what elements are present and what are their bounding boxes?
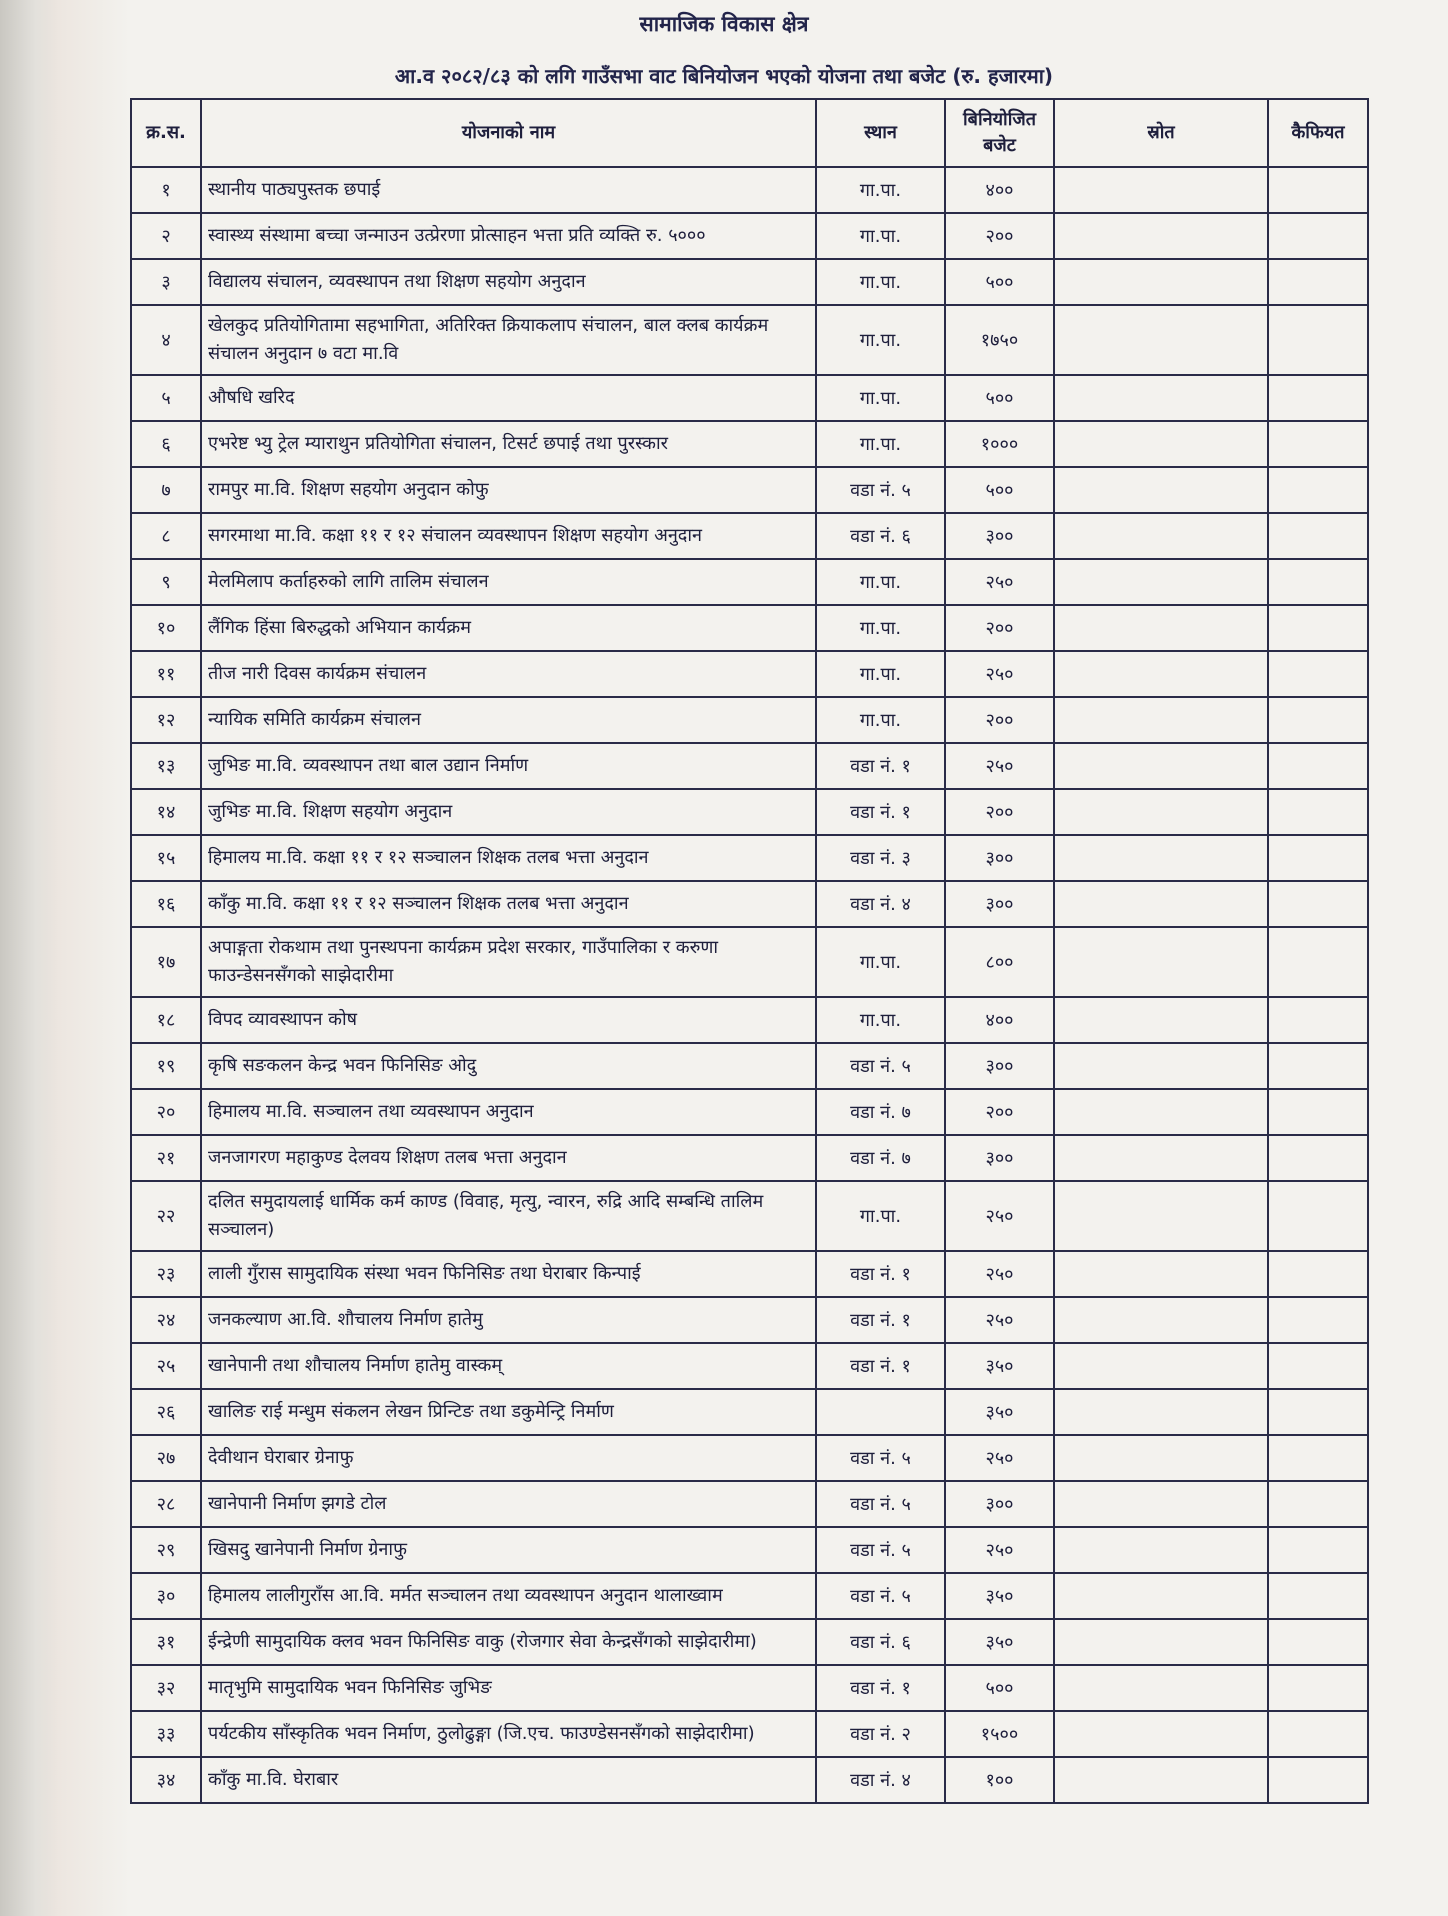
cell-serial-number: १४ <box>131 789 201 835</box>
table-row <box>131 1251 1368 1297</box>
cell-project-name: देवीथान घेराबार ग्रेनाफु <box>201 1435 816 1481</box>
cell-allocated-budget: ४०० <box>945 167 1054 213</box>
table-row <box>131 1043 1368 1089</box>
cell-source <box>1054 375 1268 421</box>
cell-project-name: एभरेष्ट भ्यु ट्रेल म्याराथुन प्रतियोगिता संचालन, टिसर्ट छपाई तथा पुरस्कार <box>201 421 816 467</box>
table-row <box>131 1757 1368 1803</box>
table-header-row <box>131 99 1368 167</box>
cell-source <box>1054 1181 1268 1251</box>
cell-project-name: जुभिङ मा.वि. व्यवस्थापन तथा बाल उद्यान निर्माण <box>201 743 816 789</box>
cell-allocated-budget: २५० <box>945 1435 1054 1481</box>
cell-project-name: हिमालय मा.वि. कक्षा ११ र १२ सञ्चालन शिक्षक तलब भत्ता अनुदान <box>201 835 816 881</box>
cell-project-name: मेलमिलाप कर्ताहरुको लागि तालिम संचालन <box>201 559 816 605</box>
cell-remarks <box>1268 559 1368 605</box>
cell-location: गा.पा. <box>816 927 945 997</box>
table-row <box>131 1389 1368 1435</box>
cell-location: गा.पा. <box>816 421 945 467</box>
cell-serial-number: ११ <box>131 651 201 697</box>
cell-allocated-budget: २०० <box>945 1089 1054 1135</box>
table-row <box>131 1527 1368 1573</box>
cell-remarks <box>1268 789 1368 835</box>
cell-project-name: खानेपानी तथा शौचालय निर्माण हातेमु वास्कम् <box>201 1343 816 1389</box>
cell-source <box>1054 1757 1268 1803</box>
cell-project-name: खानेपानी निर्माण झगडे टोल <box>201 1481 816 1527</box>
cell-serial-number: ३३ <box>131 1711 201 1757</box>
cell-allocated-budget: ३०० <box>945 513 1054 559</box>
cell-serial-number: ४ <box>131 305 201 375</box>
cell-serial-number: १५ <box>131 835 201 881</box>
cell-location: वडा नं. १ <box>816 789 945 835</box>
cell-location: गा.पा. <box>816 697 945 743</box>
cell-allocated-budget: ५०० <box>945 467 1054 513</box>
cell-source <box>1054 559 1268 605</box>
cell-serial-number: २८ <box>131 1481 201 1527</box>
cell-location: वडा नं. ५ <box>816 1043 945 1089</box>
cell-source <box>1054 421 1268 467</box>
cell-allocated-budget: ३०० <box>945 1043 1054 1089</box>
cell-allocated-budget: २५० <box>945 559 1054 605</box>
cell-serial-number: ३ <box>131 259 201 305</box>
cell-source <box>1054 1481 1268 1527</box>
table-row <box>131 559 1368 605</box>
cell-allocated-budget: ५०० <box>945 375 1054 421</box>
cell-remarks <box>1268 1043 1368 1089</box>
cell-source <box>1054 927 1268 997</box>
cell-source <box>1054 1527 1268 1573</box>
cell-remarks <box>1268 1251 1368 1297</box>
cell-project-name: लैंगिक हिंसा बिरुद्धको अभियान कार्यक्रम <box>201 605 816 651</box>
table-row <box>131 651 1368 697</box>
cell-allocated-budget: ४०० <box>945 997 1054 1043</box>
cell-source <box>1054 651 1268 697</box>
cell-project-name: रामपुर मा.वि. शिक्षण सहयोग अनुदान कोफु <box>201 467 816 513</box>
cell-allocated-budget: २०० <box>945 213 1054 259</box>
cell-remarks <box>1268 1089 1368 1135</box>
cell-remarks <box>1268 697 1368 743</box>
cell-remarks <box>1268 1757 1368 1803</box>
cell-remarks <box>1268 1135 1368 1181</box>
cell-source <box>1054 467 1268 513</box>
cell-serial-number: २२ <box>131 1181 201 1251</box>
table-row <box>131 1135 1368 1181</box>
cell-allocated-budget: १०० <box>945 1757 1054 1803</box>
cell-project-name: स्थानीय पाठ्यपुस्तक छपाई <box>201 167 816 213</box>
cell-location: वडा नं. २ <box>816 1711 945 1757</box>
cell-location: वडा नं. ५ <box>816 1573 945 1619</box>
table-row <box>131 1435 1368 1481</box>
cell-location: गा.पा. <box>816 651 945 697</box>
cell-allocated-budget: २०० <box>945 697 1054 743</box>
cell-remarks <box>1268 421 1368 467</box>
column-header-place: स्थान <box>816 99 945 167</box>
cell-source <box>1054 305 1268 375</box>
cell-source <box>1054 1665 1268 1711</box>
cell-location: वडा नं. ४ <box>816 881 945 927</box>
cell-source <box>1054 789 1268 835</box>
cell-location: वडा नं. ५ <box>816 1435 945 1481</box>
cell-serial-number: २९ <box>131 1527 201 1573</box>
table-row <box>131 421 1368 467</box>
cell-allocated-budget: ३५० <box>945 1389 1054 1435</box>
table-row <box>131 1343 1368 1389</box>
table-row <box>131 213 1368 259</box>
cell-serial-number: ३४ <box>131 1757 201 1803</box>
cell-location: गा.पा. <box>816 559 945 605</box>
cell-project-name: दलित समुदायलाई धार्मिक कर्म काण्ड (विवाह, मृत्यु, न्वारन, रुद्रि आदि सम्बन्धि तालिम सञ्चालन) <box>201 1181 816 1251</box>
cell-remarks <box>1268 1481 1368 1527</box>
cell-location <box>816 1389 945 1435</box>
column-header-name: योजनाको नाम <box>201 99 816 167</box>
cell-remarks <box>1268 1527 1368 1573</box>
cell-location: गा.पा. <box>816 375 945 421</box>
cell-serial-number: १३ <box>131 743 201 789</box>
cell-remarks <box>1268 1711 1368 1757</box>
column-header-source: स्रोत <box>1054 99 1268 167</box>
cell-source <box>1054 1251 1268 1297</box>
cell-project-name: जुभिङ मा.वि. शिक्षण सहयोग अनुदान <box>201 789 816 835</box>
cell-project-name: लाली गुँरास सामुदायिक संस्था भवन फिनिसिङ तथा घेराबार किन्पाई <box>201 1251 816 1297</box>
table-row <box>131 1619 1368 1665</box>
cell-serial-number: २७ <box>131 1435 201 1481</box>
cell-serial-number: २३ <box>131 1251 201 1297</box>
cell-allocated-budget: १५०० <box>945 1711 1054 1757</box>
cell-serial-number: १६ <box>131 881 201 927</box>
cell-serial-number: ३० <box>131 1573 201 1619</box>
document-title: सामाजिक विकास क्षेत्र <box>639 12 809 36</box>
cell-remarks <box>1268 881 1368 927</box>
cell-serial-number: १९ <box>131 1043 201 1089</box>
cell-source <box>1054 605 1268 651</box>
cell-source <box>1054 881 1268 927</box>
cell-source <box>1054 167 1268 213</box>
table-row <box>131 697 1368 743</box>
cell-project-name: पर्यटकीय साँस्कृतिक भवन निर्माण, ठुलोढुङ्गा (जि.एच. फाउण्डेसनसँगको साझेदारीमा) <box>201 1711 816 1757</box>
cell-remarks <box>1268 927 1368 997</box>
cell-serial-number: १८ <box>131 997 201 1043</box>
cell-remarks <box>1268 1665 1368 1711</box>
table-row <box>131 513 1368 559</box>
cell-project-name: न्यायिक समिति कार्यक्रम संचालन <box>201 697 816 743</box>
cell-allocated-budget: ३५० <box>945 1573 1054 1619</box>
table-row <box>131 1665 1368 1711</box>
cell-project-name: औषधि खरिद <box>201 375 816 421</box>
table-row <box>131 305 1368 375</box>
cell-source <box>1054 1711 1268 1757</box>
cell-location: गा.पा. <box>816 305 945 375</box>
cell-remarks <box>1268 513 1368 559</box>
cell-remarks <box>1268 375 1368 421</box>
table-row <box>131 375 1368 421</box>
cell-remarks <box>1268 1573 1368 1619</box>
cell-location: वडा नं. १ <box>816 1665 945 1711</box>
cell-source <box>1054 697 1268 743</box>
cell-project-name: सगरमाथा मा.वि. कक्षा ११ र १२ संचालन व्यवस्थापन शिक्षण सहयोग अनुदान <box>201 513 816 559</box>
cell-allocated-budget: ५०० <box>945 259 1054 305</box>
column-header-remarks: कैफियत <box>1268 99 1368 167</box>
cell-location: वडा नं. १ <box>816 1251 945 1297</box>
cell-remarks <box>1268 1181 1368 1251</box>
cell-project-name: तीज नारी दिवस कार्यक्रम संचालन <box>201 651 816 697</box>
cell-project-name: स्वास्थ्य संस्थामा बच्चा जन्माउन उत्प्रेरणा प्रोत्साहन भत्ता प्रति व्यक्ति रु. ५००० <box>201 213 816 259</box>
table-row <box>131 605 1368 651</box>
cell-location: वडा नं. ५ <box>816 467 945 513</box>
cell-serial-number: १ <box>131 167 201 213</box>
budget-table <box>130 98 1369 1804</box>
cell-allocated-budget: ८०० <box>945 927 1054 997</box>
cell-project-name: काँकु मा.वि. कक्षा ११ र १२ सञ्चालन शिक्षक तलब भत्ता अनुदान <box>201 881 816 927</box>
cell-allocated-budget: ३०० <box>945 881 1054 927</box>
cell-source <box>1054 1135 1268 1181</box>
cell-location: गा.पा. <box>816 1181 945 1251</box>
cell-source <box>1054 1089 1268 1135</box>
table-row <box>131 167 1368 213</box>
cell-remarks <box>1268 997 1368 1043</box>
table-row <box>131 467 1368 513</box>
cell-project-name: खिसदु खानेपानी निर्माण ग्रेनाफु <box>201 1527 816 1573</box>
cell-location: वडा नं. ४ <box>816 1757 945 1803</box>
cell-allocated-budget: २५० <box>945 1251 1054 1297</box>
cell-serial-number: ३२ <box>131 1665 201 1711</box>
cell-project-name: काँकु मा.वि. घेराबार <box>201 1757 816 1803</box>
table-row <box>131 881 1368 927</box>
cell-location: वडा नं. ५ <box>816 1481 945 1527</box>
table-row <box>131 927 1368 997</box>
column-header-budget: बिनियोजित बजेट <box>945 99 1054 167</box>
cell-location: गा.पा. <box>816 997 945 1043</box>
cell-serial-number: ३१ <box>131 1619 201 1665</box>
cell-source <box>1054 835 1268 881</box>
cell-serial-number: १२ <box>131 697 201 743</box>
cell-source <box>1054 1043 1268 1089</box>
cell-serial-number: २६ <box>131 1389 201 1435</box>
cell-project-name: खेलकुद प्रतियोगितामा सहभागिता, अतिरिक्त क्रियाकलाप संचालन, बाल क्लब कार्यक्रम संचालन अनुदान ७ वटा मा.वि <box>201 305 816 375</box>
table-row <box>131 1573 1368 1619</box>
cell-location: गा.पा. <box>816 213 945 259</box>
cell-serial-number: २४ <box>131 1297 201 1343</box>
cell-allocated-budget: ३०० <box>945 1135 1054 1181</box>
cell-remarks <box>1268 605 1368 651</box>
cell-source <box>1054 259 1268 305</box>
cell-source <box>1054 997 1268 1043</box>
document-subtitle: आ.व २०८२/८३ को लगि गाउँसभा वाट बिनियोजन भएको योजना तथा बजेट (रु. हजारमा) <box>394 64 1054 88</box>
cell-serial-number: ६ <box>131 421 201 467</box>
cell-location: वडा नं. १ <box>816 743 945 789</box>
cell-location: वडा नं. ६ <box>816 1619 945 1665</box>
cell-source <box>1054 1573 1268 1619</box>
cell-location: गा.पा. <box>816 167 945 213</box>
cell-allocated-budget: २०० <box>945 789 1054 835</box>
cell-project-name: हिमालय मा.वि. सञ्चालन तथा व्यवस्थापन अनुदान <box>201 1089 816 1135</box>
cell-source <box>1054 213 1268 259</box>
cell-serial-number: २१ <box>131 1135 201 1181</box>
cell-serial-number: २० <box>131 1089 201 1135</box>
cell-source <box>1054 1389 1268 1435</box>
cell-allocated-budget: ३०० <box>945 835 1054 881</box>
cell-allocated-budget: ३०० <box>945 1481 1054 1527</box>
cell-serial-number: ९ <box>131 559 201 605</box>
cell-project-name: जनजागरण महाकुण्ड देलवय शिक्षण तलब भत्ता अनुदान <box>201 1135 816 1181</box>
cell-location: वडा नं. ७ <box>816 1089 945 1135</box>
cell-project-name: मातृभुमि सामुदायिक भवन फिनिसिङ जुभिङ <box>201 1665 816 1711</box>
cell-location: वडा नं. ७ <box>816 1135 945 1181</box>
cell-remarks <box>1268 467 1368 513</box>
cell-project-name: विद्यालय संचालन, व्यवस्थापन तथा शिक्षण सहयोग अनुदान <box>201 259 816 305</box>
cell-source <box>1054 743 1268 789</box>
cell-remarks <box>1268 1343 1368 1389</box>
table-row <box>131 835 1368 881</box>
cell-allocated-budget: २५० <box>945 1297 1054 1343</box>
cell-remarks <box>1268 1389 1368 1435</box>
cell-remarks <box>1268 835 1368 881</box>
cell-source <box>1054 513 1268 559</box>
cell-serial-number: २५ <box>131 1343 201 1389</box>
cell-remarks <box>1268 167 1368 213</box>
cell-source <box>1054 1619 1268 1665</box>
table-row <box>131 1711 1368 1757</box>
cell-allocated-budget: ५०० <box>945 1665 1054 1711</box>
cell-serial-number: १० <box>131 605 201 651</box>
cell-location: गा.पा. <box>816 259 945 305</box>
table-row <box>131 789 1368 835</box>
cell-allocated-budget: १७५० <box>945 305 1054 375</box>
cell-remarks <box>1268 213 1368 259</box>
cell-location: गा.पा. <box>816 605 945 651</box>
table-row <box>131 1089 1368 1135</box>
cell-remarks <box>1268 259 1368 305</box>
cell-location: वडा नं. ३ <box>816 835 945 881</box>
cell-allocated-budget: ३५० <box>945 1619 1054 1665</box>
cell-allocated-budget: २५० <box>945 1181 1054 1251</box>
cell-serial-number: १७ <box>131 927 201 997</box>
cell-allocated-budget: २०० <box>945 605 1054 651</box>
cell-allocated-budget: ३५० <box>945 1343 1054 1389</box>
cell-remarks <box>1268 1619 1368 1665</box>
cell-project-name: अपाङ्गता रोकथाम तथा पुनस्थपना कार्यक्रम प्रदेश सरकार, गाउँपालिका र करुणा फाउन्डेसनसँगको साझेदारीमा <box>201 927 816 997</box>
table-row <box>131 1181 1368 1251</box>
cell-allocated-budget: २५० <box>945 651 1054 697</box>
cell-project-name: जनकल्याण आ.वि. शौचालय निर्माण हातेमु <box>201 1297 816 1343</box>
table-row <box>131 259 1368 305</box>
cell-location: वडा नं. १ <box>816 1343 945 1389</box>
cell-remarks <box>1268 743 1368 789</box>
cell-source <box>1054 1343 1268 1389</box>
cell-serial-number: ८ <box>131 513 201 559</box>
cell-location: वडा नं. ६ <box>816 513 945 559</box>
cell-project-name: ईन्द्रेणी सामुदायिक क्लव भवन फिनिसिङ वाकु (रोजगार सेवा केन्द्रसँगको साझेदारीमा) <box>201 1619 816 1665</box>
cell-remarks <box>1268 1435 1368 1481</box>
cell-project-name: खालिङ राई मन्धुम संकलन लेखन प्रिन्टिङ तथा डकुमेन्ट्रि निर्माण <box>201 1389 816 1435</box>
table-row <box>131 743 1368 789</box>
cell-serial-number: २ <box>131 213 201 259</box>
cell-source <box>1054 1297 1268 1343</box>
cell-serial-number: ५ <box>131 375 201 421</box>
table-row <box>131 1297 1368 1343</box>
cell-location: वडा नं. ५ <box>816 1527 945 1573</box>
cell-remarks <box>1268 1297 1368 1343</box>
cell-project-name: हिमालय लालीगुराँस आ.वि. मर्मत सञ्चालन तथा व्यवस्थापन अनुदान थालाख्वाम <box>201 1573 816 1619</box>
cell-project-name: विपद व्यावस्थापन कोष <box>201 997 816 1043</box>
table-row <box>131 997 1368 1043</box>
cell-serial-number: ७ <box>131 467 201 513</box>
page-fold-shadow <box>0 0 60 1916</box>
cell-remarks <box>1268 651 1368 697</box>
cell-remarks <box>1268 305 1368 375</box>
table-row <box>131 1481 1368 1527</box>
cell-project-name: कृषि सङकलन केन्द्र भवन फिनिसिङ ओदु <box>201 1043 816 1089</box>
cell-allocated-budget: २५० <box>945 743 1054 789</box>
cell-location: वडा नं. १ <box>816 1297 945 1343</box>
cell-source <box>1054 1435 1268 1481</box>
cell-allocated-budget: १००० <box>945 421 1054 467</box>
column-header-sn: क्र.स. <box>131 99 201 167</box>
cell-allocated-budget: २५० <box>945 1527 1054 1573</box>
